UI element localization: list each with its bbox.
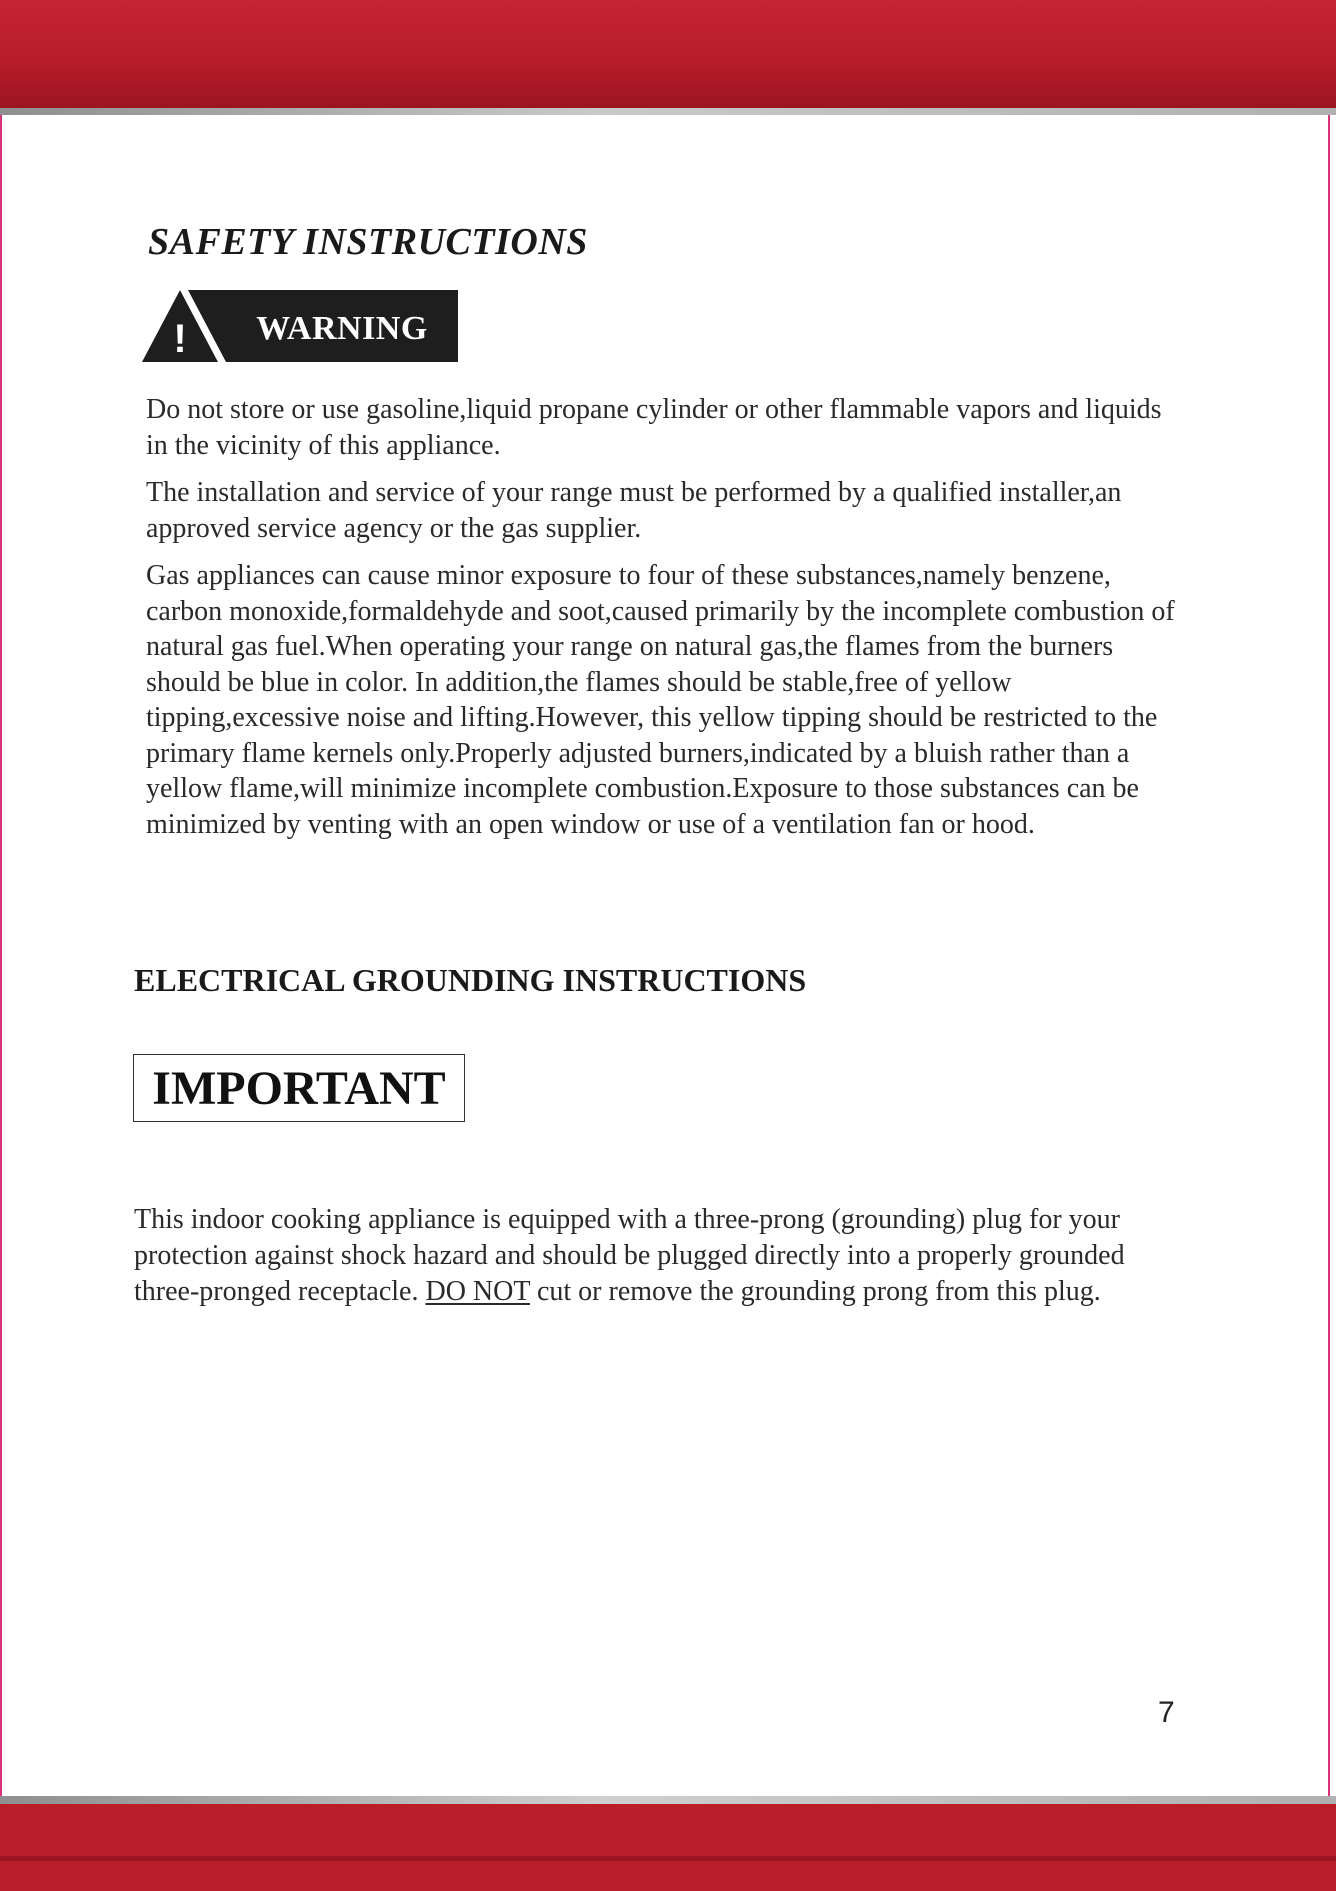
safety-instructions-title: SAFETY INSTRUCTIONS <box>148 221 588 263</box>
footer-rule <box>0 1796 1336 1804</box>
safety-paragraph-gas-exposure: Gas appliances can cause minor exposure to four of these substances,namely benzene, carbon monoxide,formaldehyde and soot,caused primarily by the incomplete combustion of natural gas fuel.When operating your range on natural gas,the flames from the burners should be blue in color. In addition,the flames should be stable,free of yellow tipping,excessive noise and lifting.However, this yellow tipping should be restricted to the primary flame kernels only.Properly adjusted burners,indicated by a bluish rather than a yellow flame,will minimize incomplete combustion.Exposure to those substances can be minimized by venting with an open window or use of a ventilation fan or hood. <box>146 560 1175 840</box>
electrical-grounding-title: ELECTRICAL GROUNDING INSTRUCTIONS <box>134 962 807 998</box>
footer-band <box>0 1804 1336 1891</box>
grounding-text-after: cut or remove the grounding prong from this plug. <box>529 1276 1101 1307</box>
safety-paragraph-installation: The installation and service of your range must be performed by a qualified installer,an approved service agency or the gas supplier. <box>146 477 1122 544</box>
footer-stripe <box>0 1856 1336 1861</box>
warning-exclamation-glyph: ! <box>173 317 187 361</box>
header-rule <box>0 108 1336 115</box>
grounding-paragraph <box>134 1202 1194 1310</box>
do-not-emphasis: DO NOT <box>425 1276 530 1307</box>
page-frame-right <box>1328 0 1330 1891</box>
warning-badge <box>142 290 458 362</box>
important-label: IMPORTANT <box>152 1061 446 1115</box>
page-frame-left <box>0 0 2 1891</box>
warning-label: WARNING <box>256 310 428 347</box>
warning-triangle-icon <box>142 290 458 362</box>
safety-paragraphs <box>146 392 1186 854</box>
important-box <box>133 1054 465 1122</box>
header-band <box>0 0 1336 108</box>
safety-paragraph-flammables: Do not store or use gasoline,liquid propane cylinder or other flammable vapors and liquids in the vicinity of this appliance. <box>146 394 1162 461</box>
page-number: 7 <box>1158 1696 1175 1729</box>
grounding-text-before: This indoor cooking appliance is equipped with a three-prong (grounding) plug for your protection against shock hazard and should be plugged directly into a properly grounded three-pronged receptacle. <box>134 1204 1125 1307</box>
